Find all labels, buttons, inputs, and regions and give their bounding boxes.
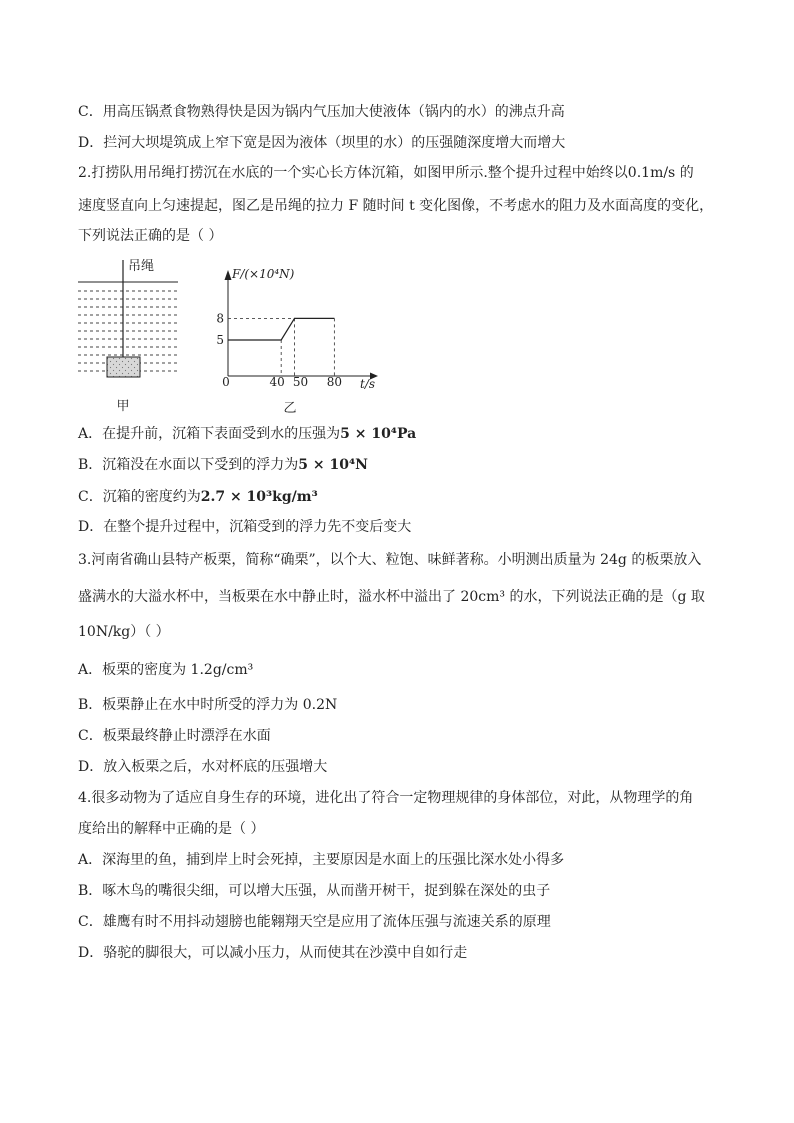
figure-jia-caption: 甲 — [116, 399, 130, 414]
figure-yi-chart — [210, 260, 390, 418]
q4-option-d: D．骆驼的脚很大，可以减小压力，从而使其在沙漠中自如行走 — [78, 945, 468, 961]
q2-option-b: B．沉箱没在水面以下受到的浮力为5 × 10⁴N — [78, 457, 368, 473]
figure-yi-caption: 乙 — [283, 401, 297, 416]
q4-stem-line-2: 度给出的解释中正确的是（ ） — [78, 821, 265, 837]
x-tick-label-0: 0 — [222, 375, 230, 389]
figure-jia — [70, 255, 190, 415]
y-tick-label-5: 5 — [216, 333, 224, 347]
rope-label: 吊绳 — [128, 259, 155, 274]
q2-option-d: D．在整个提升过程中，沉箱受到的浮力先不变后变大 — [78, 519, 412, 535]
q3-option-a: A．板栗的密度为 1.2g/cm³ — [78, 662, 254, 678]
q4-option-b: B．啄木鸟的嘴很尖细，可以增大压强，从而凿开树干，捉到躲在深处的虫子 — [78, 883, 551, 899]
q3-stem-line-3: 10N/kg）（ ） — [78, 624, 170, 640]
q3-stem-line-2: 盛满水的大溢水杯中，当板栗在水中静止时，溢水杯中溢出了 20cm³ 的水，下列说法正确的是（g 取 — [78, 589, 705, 605]
q1-option-c: C．用高压锅煮食物熟得快是因为锅内气压加大使液体（锅内的水）的沸点升高 — [78, 104, 565, 120]
q3-option-d: D．放入板栗之后，水对杯底的压强增大 — [78, 759, 328, 775]
q2-stem-line-1: 2.打捞队用吊绳打捞沉在水底的一个实心长方体沉箱，如图甲所示.整个提升过程中始终以0.1m/s 的 — [78, 165, 694, 181]
q2-option-b-math: 5 × 10⁴N — [298, 457, 368, 473]
q4-stem-line-1: 4.很多动物为了适应自身生存的环境，进化出了符合一定物理规律的身体部位，对此，从物理学的角 — [78, 790, 694, 806]
y-axis-label: F/(×10⁴N) — [232, 267, 295, 281]
q3-option-b: B．板栗静止在水中时所受的浮力为 0.2N — [78, 697, 338, 713]
x-tick-label-50: 50 — [292, 375, 309, 389]
q4-option-c: C．雄鹰有时不用抖动翅膀也能翱翔天空是应用了流体压强与流速关系的原理 — [78, 914, 551, 930]
caisson-box — [107, 357, 140, 377]
x-tick-label-80: 80 — [326, 375, 343, 389]
dashed-guides — [228, 318, 334, 376]
x-tick-label-40: 40 — [269, 375, 285, 389]
q2-option-a-math: 5 × 10⁴Pa — [340, 426, 417, 442]
x-axis-label: t/s — [360, 377, 376, 391]
q3-option-c: C．板栗最终静止时漂浮在水面 — [78, 728, 271, 744]
q3-stem-line-1: 3.河南省确山县特产板栗，简称“确栗”，以个大、粒饱、味鲜著称。小明测出质量为 24g 的板栗放入 — [78, 552, 702, 568]
q4-option-a: A．深海里的鱼，捕到岸上时会死掉，主要原因是水面上的压强比深水处小得多 — [78, 852, 565, 868]
q1-option-d: D．拦河大坝堤筑成上窄下宽是因为液体（坝里的水）的压强随深度增大而增大 — [78, 135, 566, 151]
force-time-line — [228, 318, 334, 340]
q2-stem-line-3: 下列说法正确的是（ ） — [78, 228, 223, 244]
q2-option-c: C．沉箱的密度约为2.7 × 10³kg/m³ — [78, 489, 318, 505]
y-tick-label-8: 8 — [216, 311, 224, 326]
q2-stem-line-2: 速度竖直向上匀速提起，图乙是吊绳的拉力 F 随时间 t 变化图像，不考虑水的阻力及水面高度的变化， — [78, 198, 714, 214]
q2-option-a: A．在提升前，沉箱下表面受到水的压强为5 × 10⁴Pa — [78, 426, 417, 442]
q2-option-c-math: 2.7 × 10³kg/m³ — [200, 489, 318, 505]
y-axis-arrow — [225, 270, 232, 280]
